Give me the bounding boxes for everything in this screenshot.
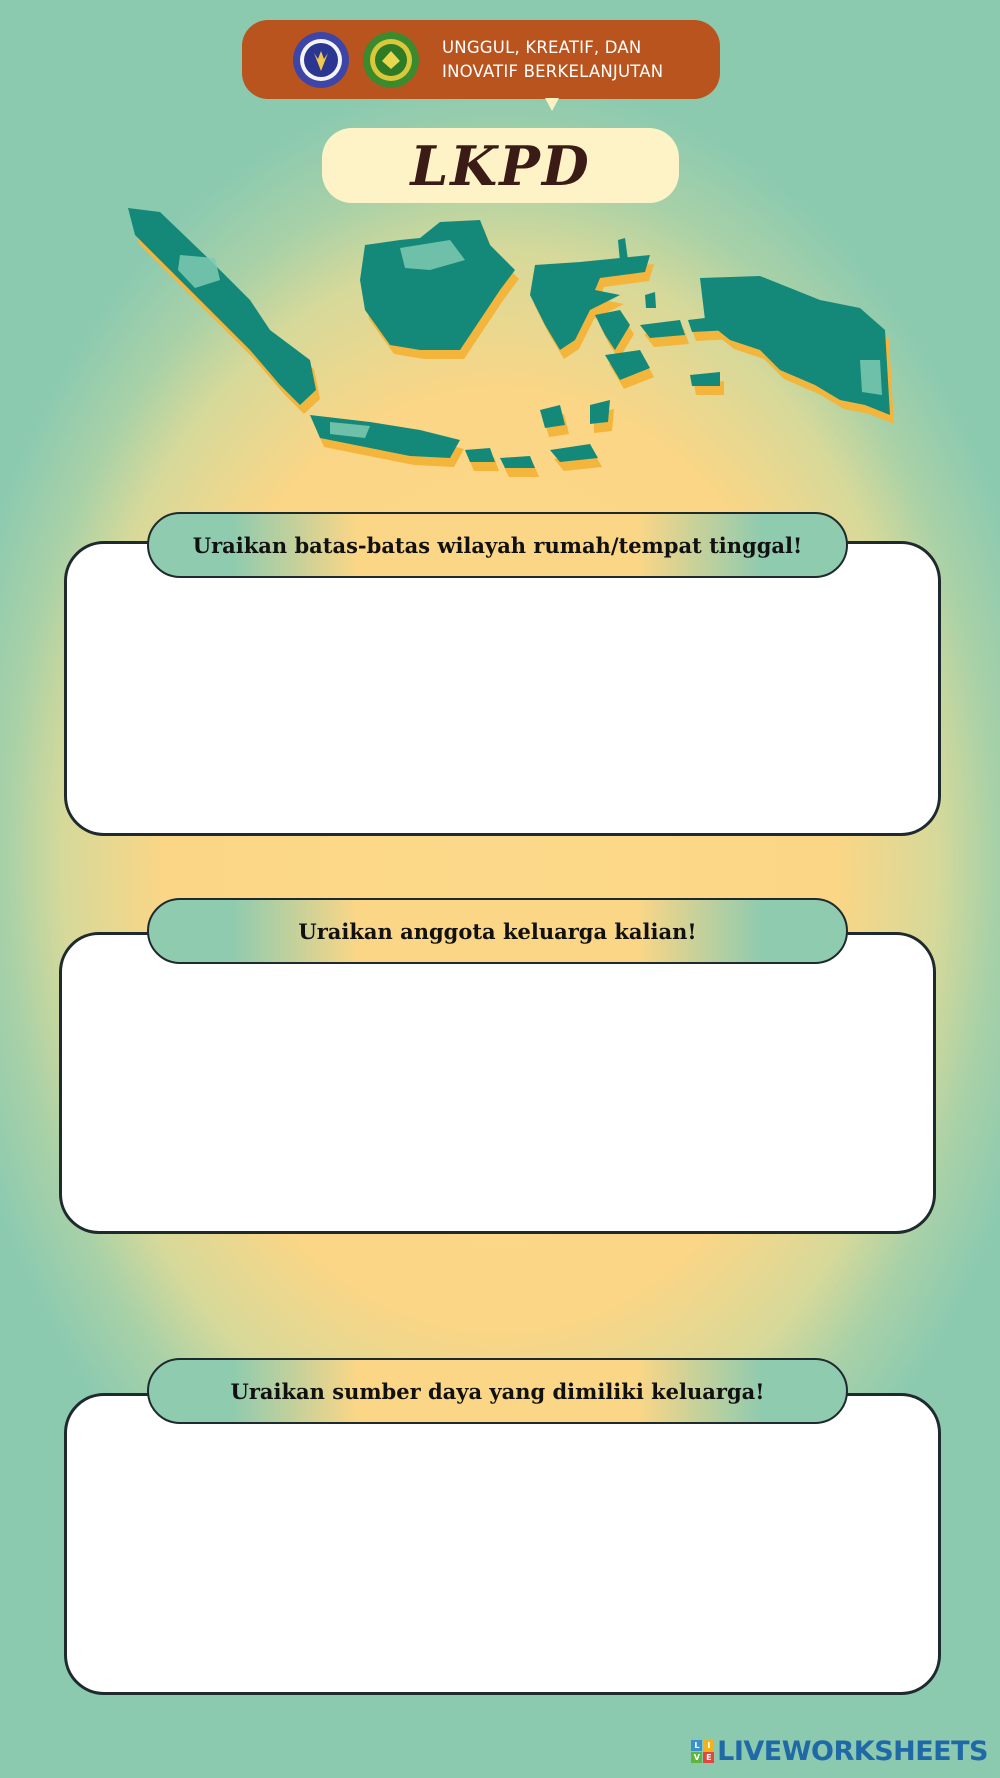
indonesia-map-icon xyxy=(120,200,920,510)
answer-box-1[interactable] xyxy=(64,541,941,836)
title-banner xyxy=(322,128,679,203)
university-logo-icon xyxy=(292,31,350,89)
school-logo-icon xyxy=(362,31,420,89)
header-banner xyxy=(242,20,720,99)
liveworksheets-icon: L I V E xyxy=(691,1740,714,1763)
question-label-3: Uraikan sumber daya yang dimiliki keluarga! xyxy=(147,1358,848,1424)
tagline-line-1: UNGGUL, KREATIF, DAN xyxy=(442,37,642,57)
answer-box-3[interactable] xyxy=(64,1393,941,1695)
page-title: LKPD xyxy=(410,133,591,198)
brand-text: LIVEWORKSHEETS xyxy=(717,1736,988,1767)
answer-box-2[interactable] xyxy=(59,932,936,1234)
question-label-2: Uraikan anggota keluarga kalian! xyxy=(147,898,848,964)
question-label-1: Uraikan batas-batas wilayah rumah/tempat tinggal! xyxy=(147,512,848,578)
tagline-line-2: INOVATIF BERKELANJUTAN xyxy=(442,61,664,81)
school-tagline xyxy=(442,36,663,84)
liveworksheets-logo xyxy=(691,1736,988,1767)
